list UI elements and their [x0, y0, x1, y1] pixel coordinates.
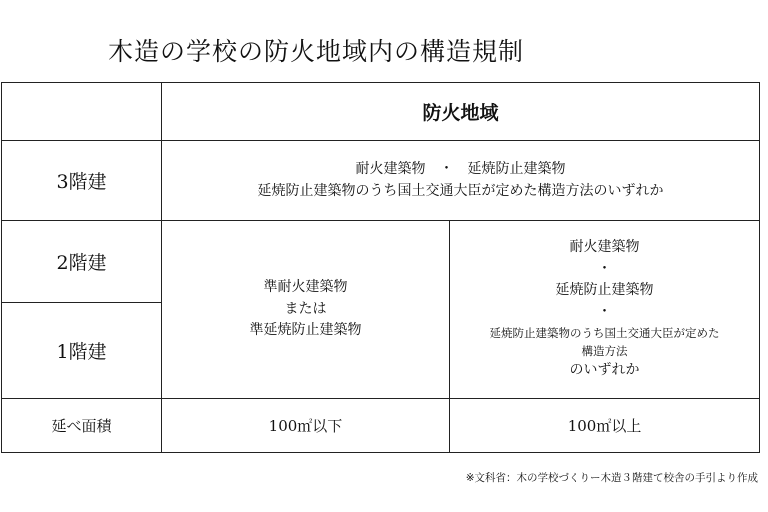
- cell-large-line2: 延焼防止建築物: [555, 282, 654, 299]
- corner-cell: [2, 83, 162, 141]
- row-label-1-floor: 1階建: [2, 303, 162, 399]
- cell-small-line3: 準延焼防止建築物: [249, 322, 362, 339]
- regulation-table: [1, 82, 760, 453]
- cell-large-dot2: ・: [597, 303, 612, 320]
- row-label-2-floors: 2階建: [2, 221, 162, 303]
- cell-large-line1: 耐火建築物: [569, 238, 640, 255]
- cell-large-area: [450, 221, 760, 399]
- cell-area-large: 100㎡以上: [450, 399, 760, 453]
- cell-small-line2: または: [284, 300, 327, 317]
- cell-small-line1: 準耐火建築物: [263, 278, 348, 295]
- page-title: 木造の学校の防火地域内の構造規制: [108, 37, 525, 66]
- cell-area-small: 100㎡以下: [162, 399, 450, 453]
- row-label-floor-area: 延べ面積: [2, 399, 162, 453]
- cell-large-line4: 構造方法: [581, 344, 628, 359]
- cell-3-floors-line1: 耐火建築物 ・ 延焼防止建築物: [355, 160, 566, 177]
- cell-3-floors-line2: 延焼防止建築物のうち国土交通大臣が定めた構造方法のいずれか: [257, 182, 664, 199]
- header-fire-zone: 防火地域: [162, 83, 760, 141]
- cell-large-line5: のいずれか: [569, 362, 640, 379]
- source-footnote: ※文科省：木の学校づくりー木造３階建て校舎の手引より作成: [465, 472, 758, 484]
- cell-large-line3: 延焼防止建築物のうち国土交通大臣が定めた: [489, 325, 720, 340]
- cell-3-floors: [162, 141, 760, 221]
- cell-small-area: [162, 221, 450, 399]
- row-label-3-floors: 3階建: [2, 141, 162, 221]
- cell-large-dot1: ・: [597, 260, 612, 277]
